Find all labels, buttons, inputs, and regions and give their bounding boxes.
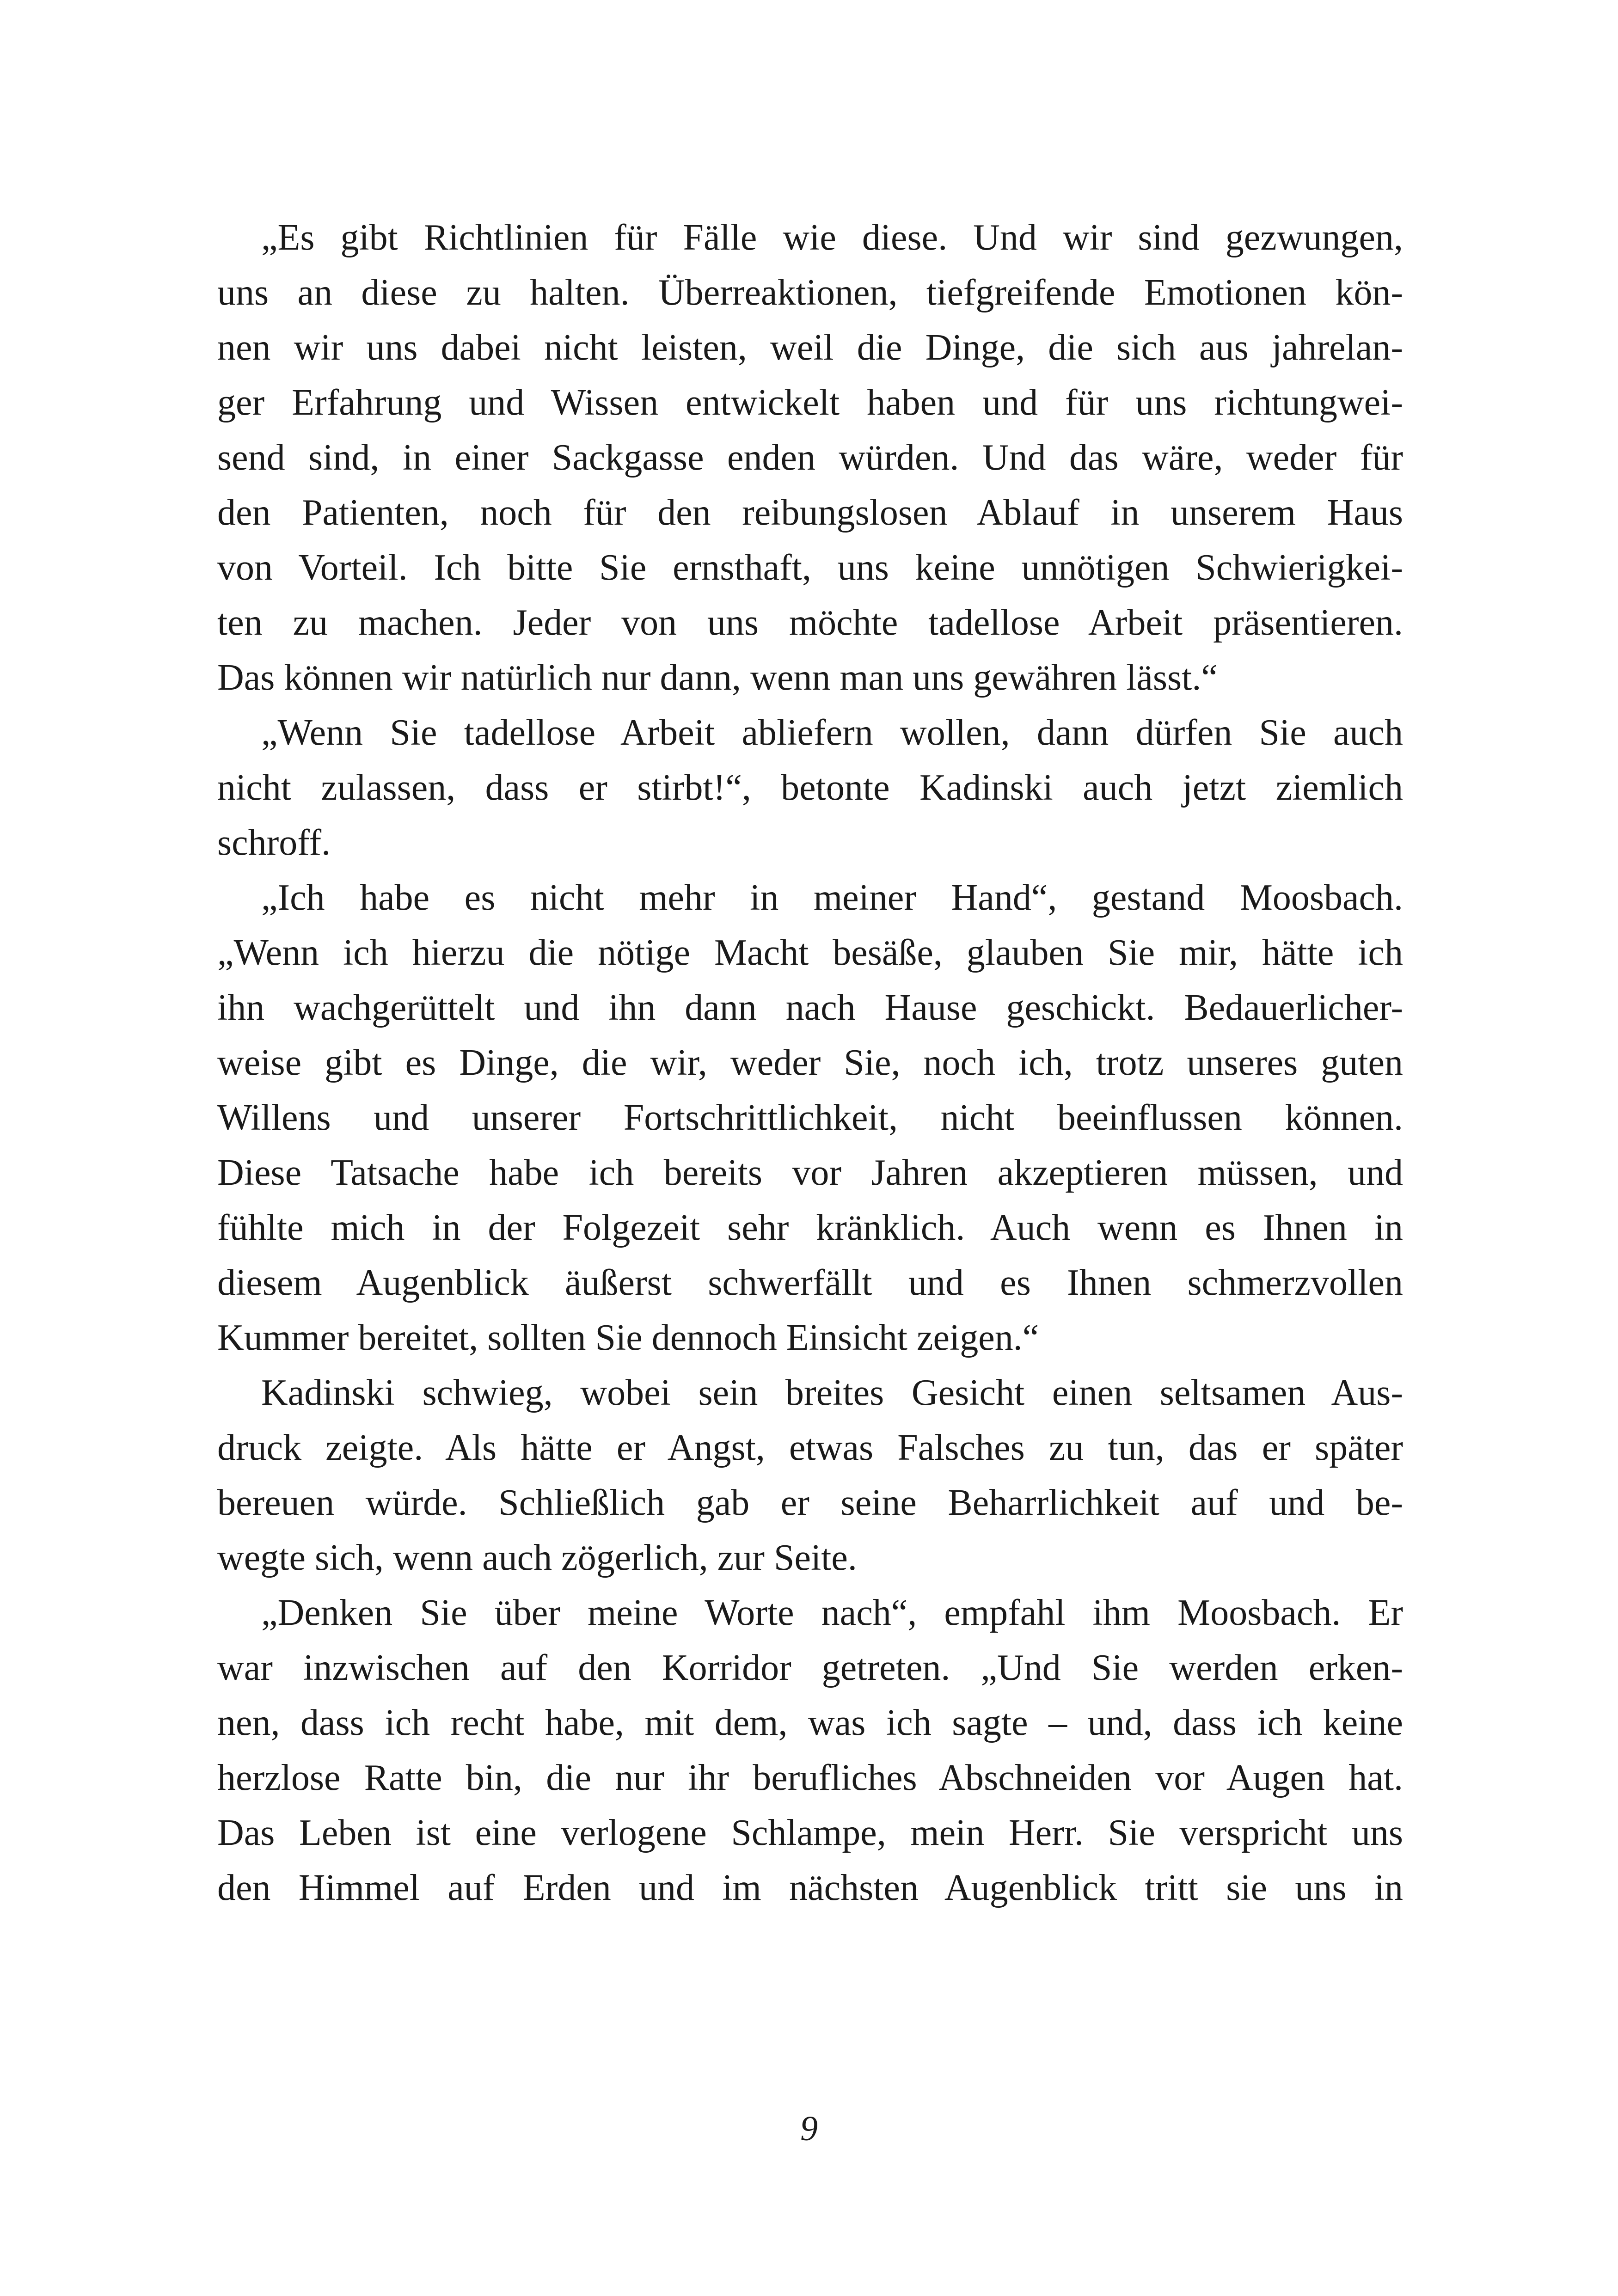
text-line: schroff.	[217, 822, 331, 863]
text-line: Willens und unserer Fortschrittlichkeit, nicht beeinflussen können.	[217, 1097, 1403, 1138]
text-line: „Denken Sie über meine Worte nach“, empfahl ihm Moosbach. Er	[261, 1592, 1403, 1633]
text-line: ger Erfahrung und Wissen entwickelt haben und für uns richtungwei-	[217, 382, 1403, 423]
text-line: „Ich habe es nicht mehr in meiner Hand“, gestand Moosbach.	[261, 877, 1403, 918]
text-line: nen wir uns dabei nicht leisten, weil die Dinge, die sich aus jahrelan-	[217, 327, 1403, 368]
text-line: ten zu machen. Jeder von uns möchte tadellose Arbeit präsentieren.	[217, 602, 1403, 643]
text-line: Das Leben ist eine verlogene Schlampe, mein Herr. Sie verspricht uns	[217, 1812, 1403, 1853]
text-line: war inzwischen auf den Korridor getreten. „Und Sie werden erken-	[217, 1647, 1403, 1688]
text-line: druck zeigte. Als hätte er Angst, etwas Falsches zu tun, das er später	[217, 1427, 1403, 1468]
text-line: den Patienten, noch für den reibungslosen Ablauf in unserem Haus	[217, 492, 1403, 533]
text-line: uns an diese zu halten. Überreaktionen, tiefgreifende Emotionen kön-	[217, 272, 1403, 313]
text-line: Kummer bereitet, sollten Sie dennoch Einsicht zeigen.“	[217, 1317, 1039, 1358]
text-line: nicht zulassen, dass er stirbt!“, betonte Kadinski auch jetzt ziemlich	[217, 767, 1403, 808]
text-line: ihn wachgerüttelt und ihn dann nach Hause geschickt. Bedauerlicher-	[217, 987, 1403, 1028]
text-line: fühlte mich in der Folgezeit sehr kränklich. Auch wenn es Ihnen in	[217, 1207, 1403, 1248]
body-text	[217, 210, 1403, 1916]
text-line: von Vorteil. Ich bitte Sie ernsthaft, uns keine unnötigen Schwierigkei-	[217, 547, 1403, 588]
text-line: herzlose Ratte bin, die nur ihr berufliches Abschneiden vor Augen hat.	[217, 1757, 1403, 1798]
text-line: Diese Tatsache habe ich bereits vor Jahren akzeptieren müssen, und	[217, 1152, 1403, 1193]
text-line: Das können wir natürlich nur dann, wenn man uns gewähren lässt.“	[217, 657, 1218, 698]
text-line: „Wenn ich hierzu die nötige Macht besäße, glauben Sie mir, hätte ich	[217, 932, 1403, 973]
text-line: „Es gibt Richtlinien für Fälle wie diese. Und wir sind gezwungen,	[261, 217, 1403, 258]
text-line: den Himmel auf Erden und im nächsten Augenblick tritt sie uns in	[217, 1867, 1403, 1908]
text-line: diesem Augenblick äußerst schwerfällt und es Ihnen schmerzvollen	[217, 1262, 1403, 1303]
text-line: nen, dass ich recht habe, mit dem, was ich sagte – und, dass ich keine	[217, 1702, 1403, 1743]
text-line: Kadinski schwieg, wobei sein breites Gesicht einen seltsamen Aus-	[261, 1372, 1403, 1413]
text-line: bereuen würde. Schließlich gab er seine Beharrlichkeit auf und be-	[217, 1482, 1403, 1523]
page-number: 9	[800, 2109, 818, 2148]
text-line: „Wenn Sie tadellose Arbeit abliefern wollen, dann dürfen Sie auch	[261, 712, 1403, 753]
text-line: weise gibt es Dinge, die wir, weder Sie, noch ich, trotz unseres guten	[217, 1042, 1403, 1083]
text-line: send sind, in einer Sackgasse enden würden. Und das wäre, weder für	[217, 437, 1403, 478]
text-line: wegte sich, wenn auch zögerlich, zur Seite.	[217, 1537, 857, 1578]
